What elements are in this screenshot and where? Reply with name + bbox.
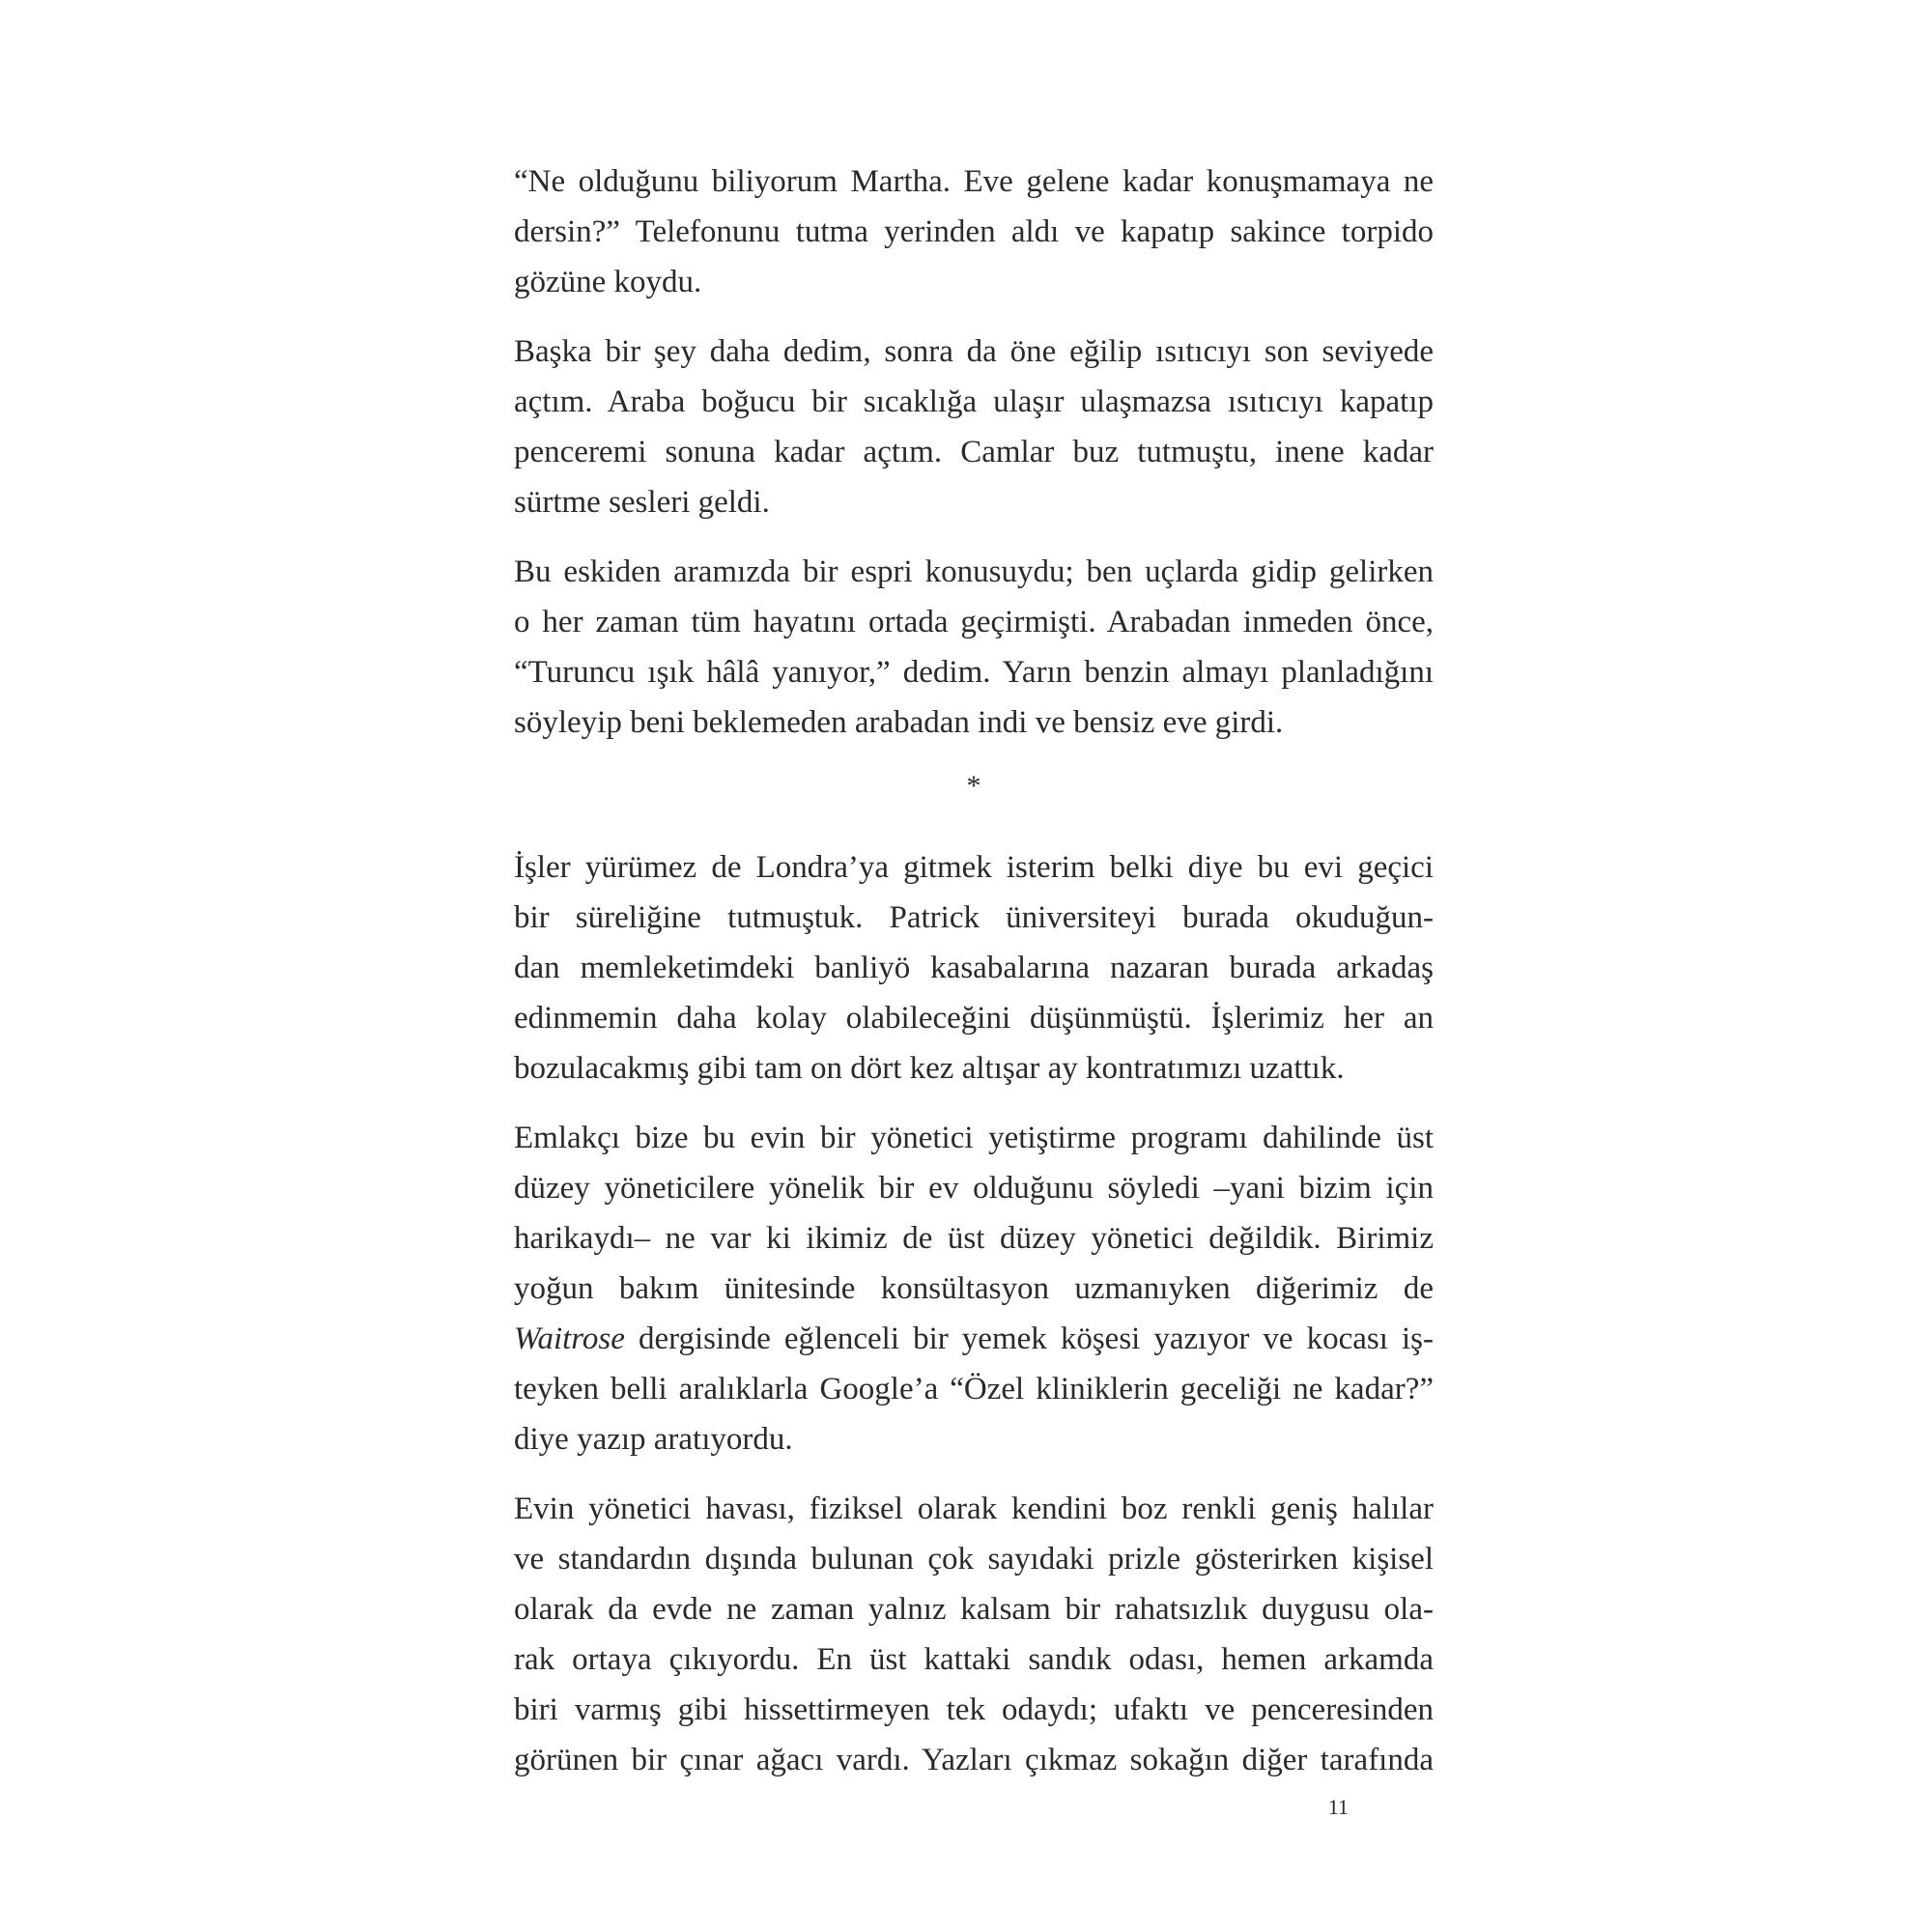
paragraph-1: [514, 156, 1434, 307]
paragraph-4: [514, 842, 1434, 1094]
text-line: Başka bir şey daha dedim, sonra da öne eğilip ısıtıcıyı son seviyede: [514, 334, 1434, 369]
text-line: sürtme sesleri geldi.: [514, 485, 770, 520]
paragraph-5: [514, 1113, 1434, 1464]
text-line: açtım. Araba boğucu bir sıcaklığa ulaşır ulaşmazsa ısıtıcıyı kapatıp: [514, 384, 1434, 419]
text-line: yoğun bakım ünitesinde konsültasyon uzmanıyken diğerimiz de: [514, 1271, 1434, 1306]
text-line: Emlakçı bize bu evin bir yönetici yetiştirme programı dahilinde üst: [514, 1121, 1434, 1155]
text-line: İşler yürümez de Londra’ya gitmek isterim belki diye bu evi geçici: [514, 850, 1434, 885]
text-line: ve standardın dışında bulunan çok sayıdaki prizle gösterirken kişisel: [514, 1542, 1434, 1577]
text-line: penceremi sonuna kadar açtım. Camlar buz tutmuştu, inene kadar: [514, 435, 1434, 469]
text-line: harikaydı– ne var ki ikimiz de üst düzey yönetici değildik. Birimiz: [514, 1221, 1434, 1256]
text-line: bir süreliğine tutmuştuk. Patrick üniversiteyi burada okuduğun-: [514, 900, 1434, 935]
text-line: Evin yönetici havası, fiziksel olarak kendini boz renkli geniş halılar: [514, 1492, 1434, 1526]
section-separator: *: [966, 770, 981, 802]
text-line: düzey yöneticilere yönelik bir ev olduğunu söyledi –yani bizim için: [514, 1171, 1434, 1206]
text-line: “Turuncu ışık hâlâ yanıyor,” dedim. Yarın benzin almayı planladığını: [514, 655, 1434, 690]
text-line: söyleyip beni beklemeden arabadan indi ve bensiz eve girdi.: [514, 705, 1284, 740]
text-line: dersin?” Telefonunu tutma yerinden aldı ve kapatıp sakince torpido: [514, 214, 1434, 249]
text-line: teyken belli aralıklarla Google’a “Özel kliniklerin geceliği ne kadar?”: [514, 1372, 1434, 1406]
italic-magazine-name: Waitrose: [514, 1321, 625, 1356]
text-line: edinmemin daha kolay olabileceğini düşünmüştü. İşlerimiz her an: [514, 1001, 1434, 1036]
page-number: 11: [1327, 1795, 1349, 1819]
paragraph-3: [514, 547, 1434, 748]
text-line: dan memleketimdeki banliyö kasabalarına nazaran burada arkadaş: [514, 951, 1434, 985]
text-line: rak ortaya çıkıyordu. En üst kattaki sandık odası, hemen arkamda: [514, 1642, 1434, 1677]
book-page: [514, 156, 1434, 1837]
text-line: bozulacakmış gibi tam on dört kez altışar ay kontratımızı uzattık.: [514, 1051, 1345, 1086]
text-line: “Ne olduğunu biliyorum Martha. Eve gelene kadar konuşmamaya ne: [514, 164, 1434, 199]
paragraph-2: [514, 327, 1434, 527]
text-line: diye yazıp aratıyordu.: [514, 1422, 793, 1457]
paragraph-6: [514, 1484, 1434, 1785]
text-line: [514, 1314, 1434, 1364]
text-fragment: dergisinde eğlenceli bir yemek köşesi yazıyor ve kocası iş-: [624, 1321, 1434, 1356]
text-line: görünen bir çınar ağacı vardı. Yazları çıkmaz sokağın diğer tarafında: [514, 1743, 1434, 1777]
text-line: Bu eskiden aramızda bir espri konusuydu; ben uçlarda gidip gelirken: [514, 554, 1434, 589]
text-line: gözüne koydu.: [514, 265, 702, 299]
text-line: olarak da evde ne zaman yalnız kalsam bir rahatsızlık duygusu ola-: [514, 1592, 1434, 1627]
text-line: o her zaman tüm hayatını ortada geçirmişti. Arabadan inmeden önce,: [514, 605, 1434, 639]
text-line: biri varmış gibi hissettirmeyen tek odaydı; ufaktı ve penceresinden: [514, 1692, 1434, 1727]
